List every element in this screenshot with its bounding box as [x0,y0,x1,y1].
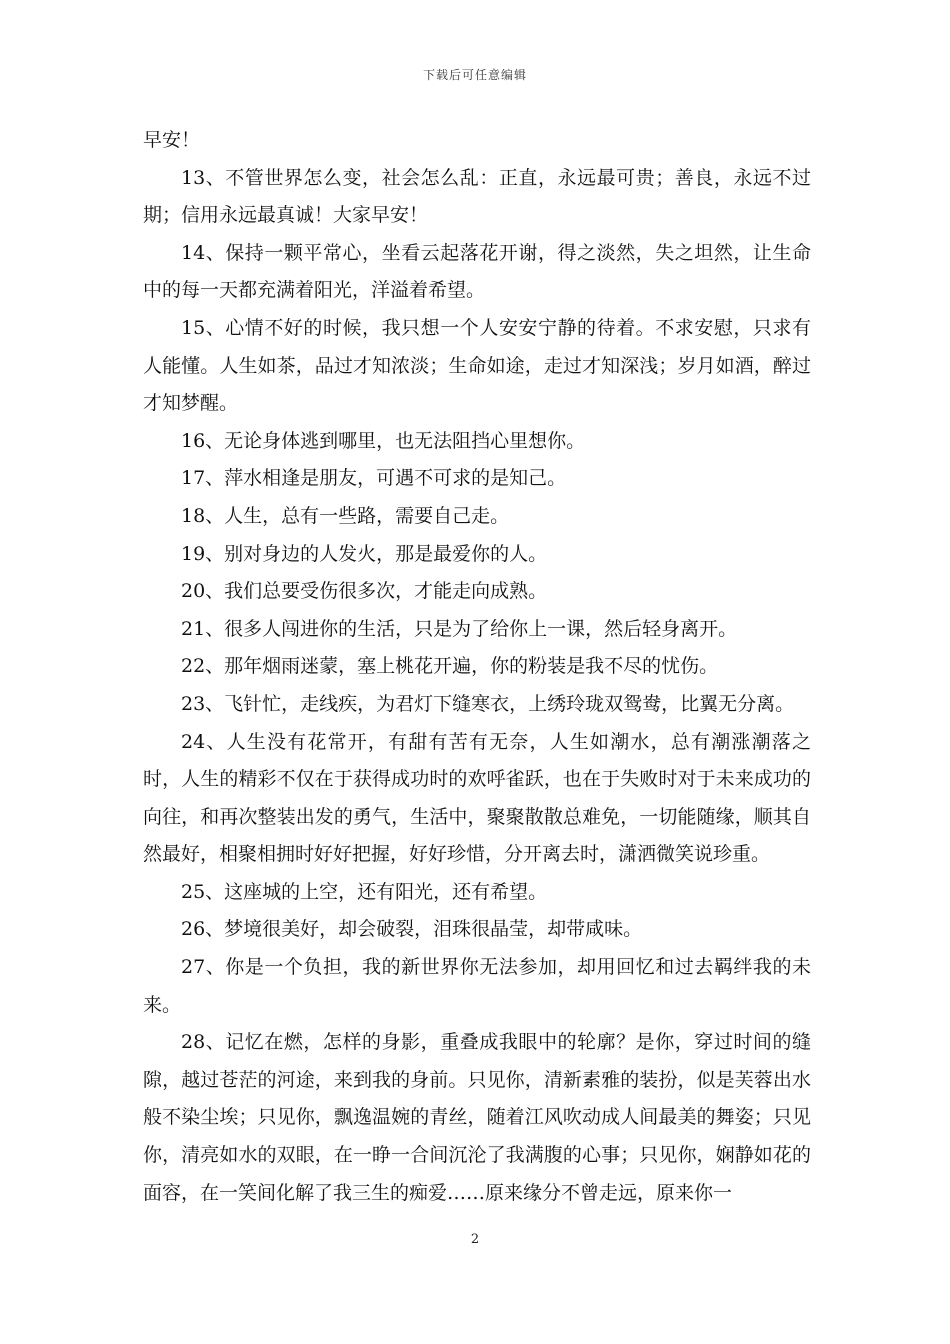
paragraph: 早安！ [143,129,201,151]
paragraph: 24、人生没有花常开，有甜有苦有无奈，人生如潮水，总有潮涨潮落之时，人生的精彩不仅在于获得成功时的欢呼雀跃，也在于失败时对于未来成功的向往，和再次整装出发的勇气，生活中，聚聚散散总难免，一切能随缘，顺其自然最好，相聚相拥时好好把握，好好珍惜，分开离去时，潇洒微笑说珍重。 [143,730,811,866]
paragraph: 18、人生，总有一些路，需要自己走。 [181,504,510,527]
paragraph: 16、无论身体逃到哪里，也无法阻挡心里想你。 [181,429,586,452]
paragraph: 13、不管世界怎么变，社会怎么乱：正直，永远最可贵；善良，永远不过期；信用永远最真诚！大家早安！ [143,166,811,227]
paragraph: 15、心情不好的时候，我只想一个人安安宁静的待着。不求安慰，只求有人能懂。人生如茶，品过才知浓淡；生命如途，走过才知深浅；岁月如酒，醉过才知梦醒。 [143,316,811,415]
paragraph: 14、保持一颗平常心，坐看云起落花开谢，得之淡然，失之坦然，让生命中的每一天都充满着阳光，洋溢着希望。 [143,241,811,302]
paragraph: 26、梦境很美好，却会破裂，泪珠很晶莹，却带咸味。 [181,918,643,941]
paragraph: 23、飞针忙，走线疾，为君灯下缝寒衣，上绣玲珑双鸳鸯，比翼无分离。 [181,692,795,715]
page-number: 2 [470,1232,480,1247]
paragraph: 22、那年烟雨迷蒙，塞上桃花开遍，你的粉装是我不尽的忧伤。 [181,655,719,678]
paragraph: 19、别对身边的人发火，那是最爱你的人。 [181,542,548,565]
paragraph: 17、萍水相逢是朋友，可遇不可求的是知己。 [181,467,567,490]
paragraph: 25、这座城的上空，还有阳光，还有希望。 [181,880,548,903]
page-header: 下载后可任意编辑 [422,68,527,82]
paragraph: 20、我们总要受伤很多次，才能走向成熟。 [181,580,548,603]
paragraph: 28、记忆在燃，怎样的身影，重叠成我眼中的轮廓？是你，穿过时间的缝隙，越过苍茫的河途，来到我的身前。只见你，清新素雅的装扮，似是芙蓉出水般不染尘埃；只见你，飘逸温婉的青丝，随着江风吹动成人间最美的舞姿；只见你，清亮如水的双眼，在一睁一合间沉沦了我满腹的心事；只见你，娴静如花的面容，在一笑间化解了我三生的痴爱……原来缘分不曾走远，原来你一 [143,1031,811,1204]
paragraph: 27、你是一个负担，我的新世界你无法参加，却用回忆和过去羁绊我的未来。 [143,956,811,1016]
document-body [143,122,811,1212]
paragraph: 21、很多人闯进你的生活，只是为了给你上一课，然后轻身离开。 [181,617,738,640]
